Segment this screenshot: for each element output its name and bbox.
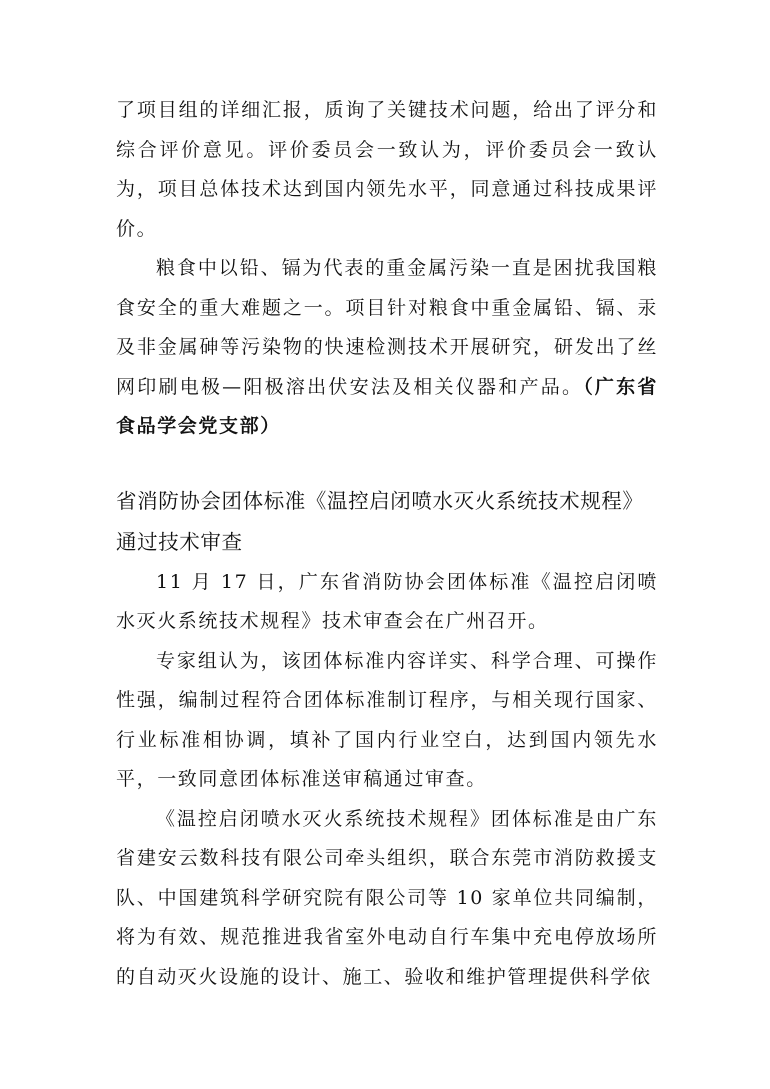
document-page — [116, 91, 658, 997]
paragraph-meeting-date: 11 月 17 日，广东省消防协会团体标准《温控启闭喷水灭火系统技术规程》技术审查会在广州召开。 — [116, 570, 658, 632]
source-attribution: （广东省食品学会党支部） — [116, 375, 658, 437]
paragraph-expert-opinion: 专家组认为，该团体标准内容详实、科学合理、可操作性强，编制过程符合团体标准制订程序，与相关现行国家、行业标准相协调，填补了国内行业空白，达到国内领先水平，一致同意团体标准送审稿通过审查。 — [116, 649, 658, 790]
news-heading: 省消防协会团体标准《温控启闭喷水灭火系统技术规程》通过技术审查 — [116, 488, 644, 554]
paragraph-standard-background: 《温控启闭喷水灭火系统技术规程》团体标准是由广东省建安云数科技有限公司牵头组织，联合东莞市消防救援支队、中国建筑科学研究院有限公司等 10 家单位共同编制，将为有效、规范推进我省室外电动自行车集中充电停放场所的自动灭火设施的设计、施工、验收和维护管理提供科学依 — [116, 807, 658, 988]
paragraph-project-summary — [116, 249, 658, 447]
paragraph-evaluation-result: 了项目组的详细汇报，质询了关键技术问题，给出了评分和综合评价意见。评价委员会一致认为，评价委员会一致认为，项目总体技术达到国内领先水平，同意通过科技成果评价。 — [116, 99, 658, 240]
section-spacer — [116, 447, 658, 481]
project-summary-text: 粮食中以铅、镉为代表的重金属污染一直是困扰我国粮食安全的重大难题之一。项目针对粮食中重金属铅、镉、汞及非金属砷等污染物的快速检测技术开展研究，研发出了丝网印刷电极—阳极溶出伏安法及相关仪器和产品。 — [116, 257, 658, 398]
